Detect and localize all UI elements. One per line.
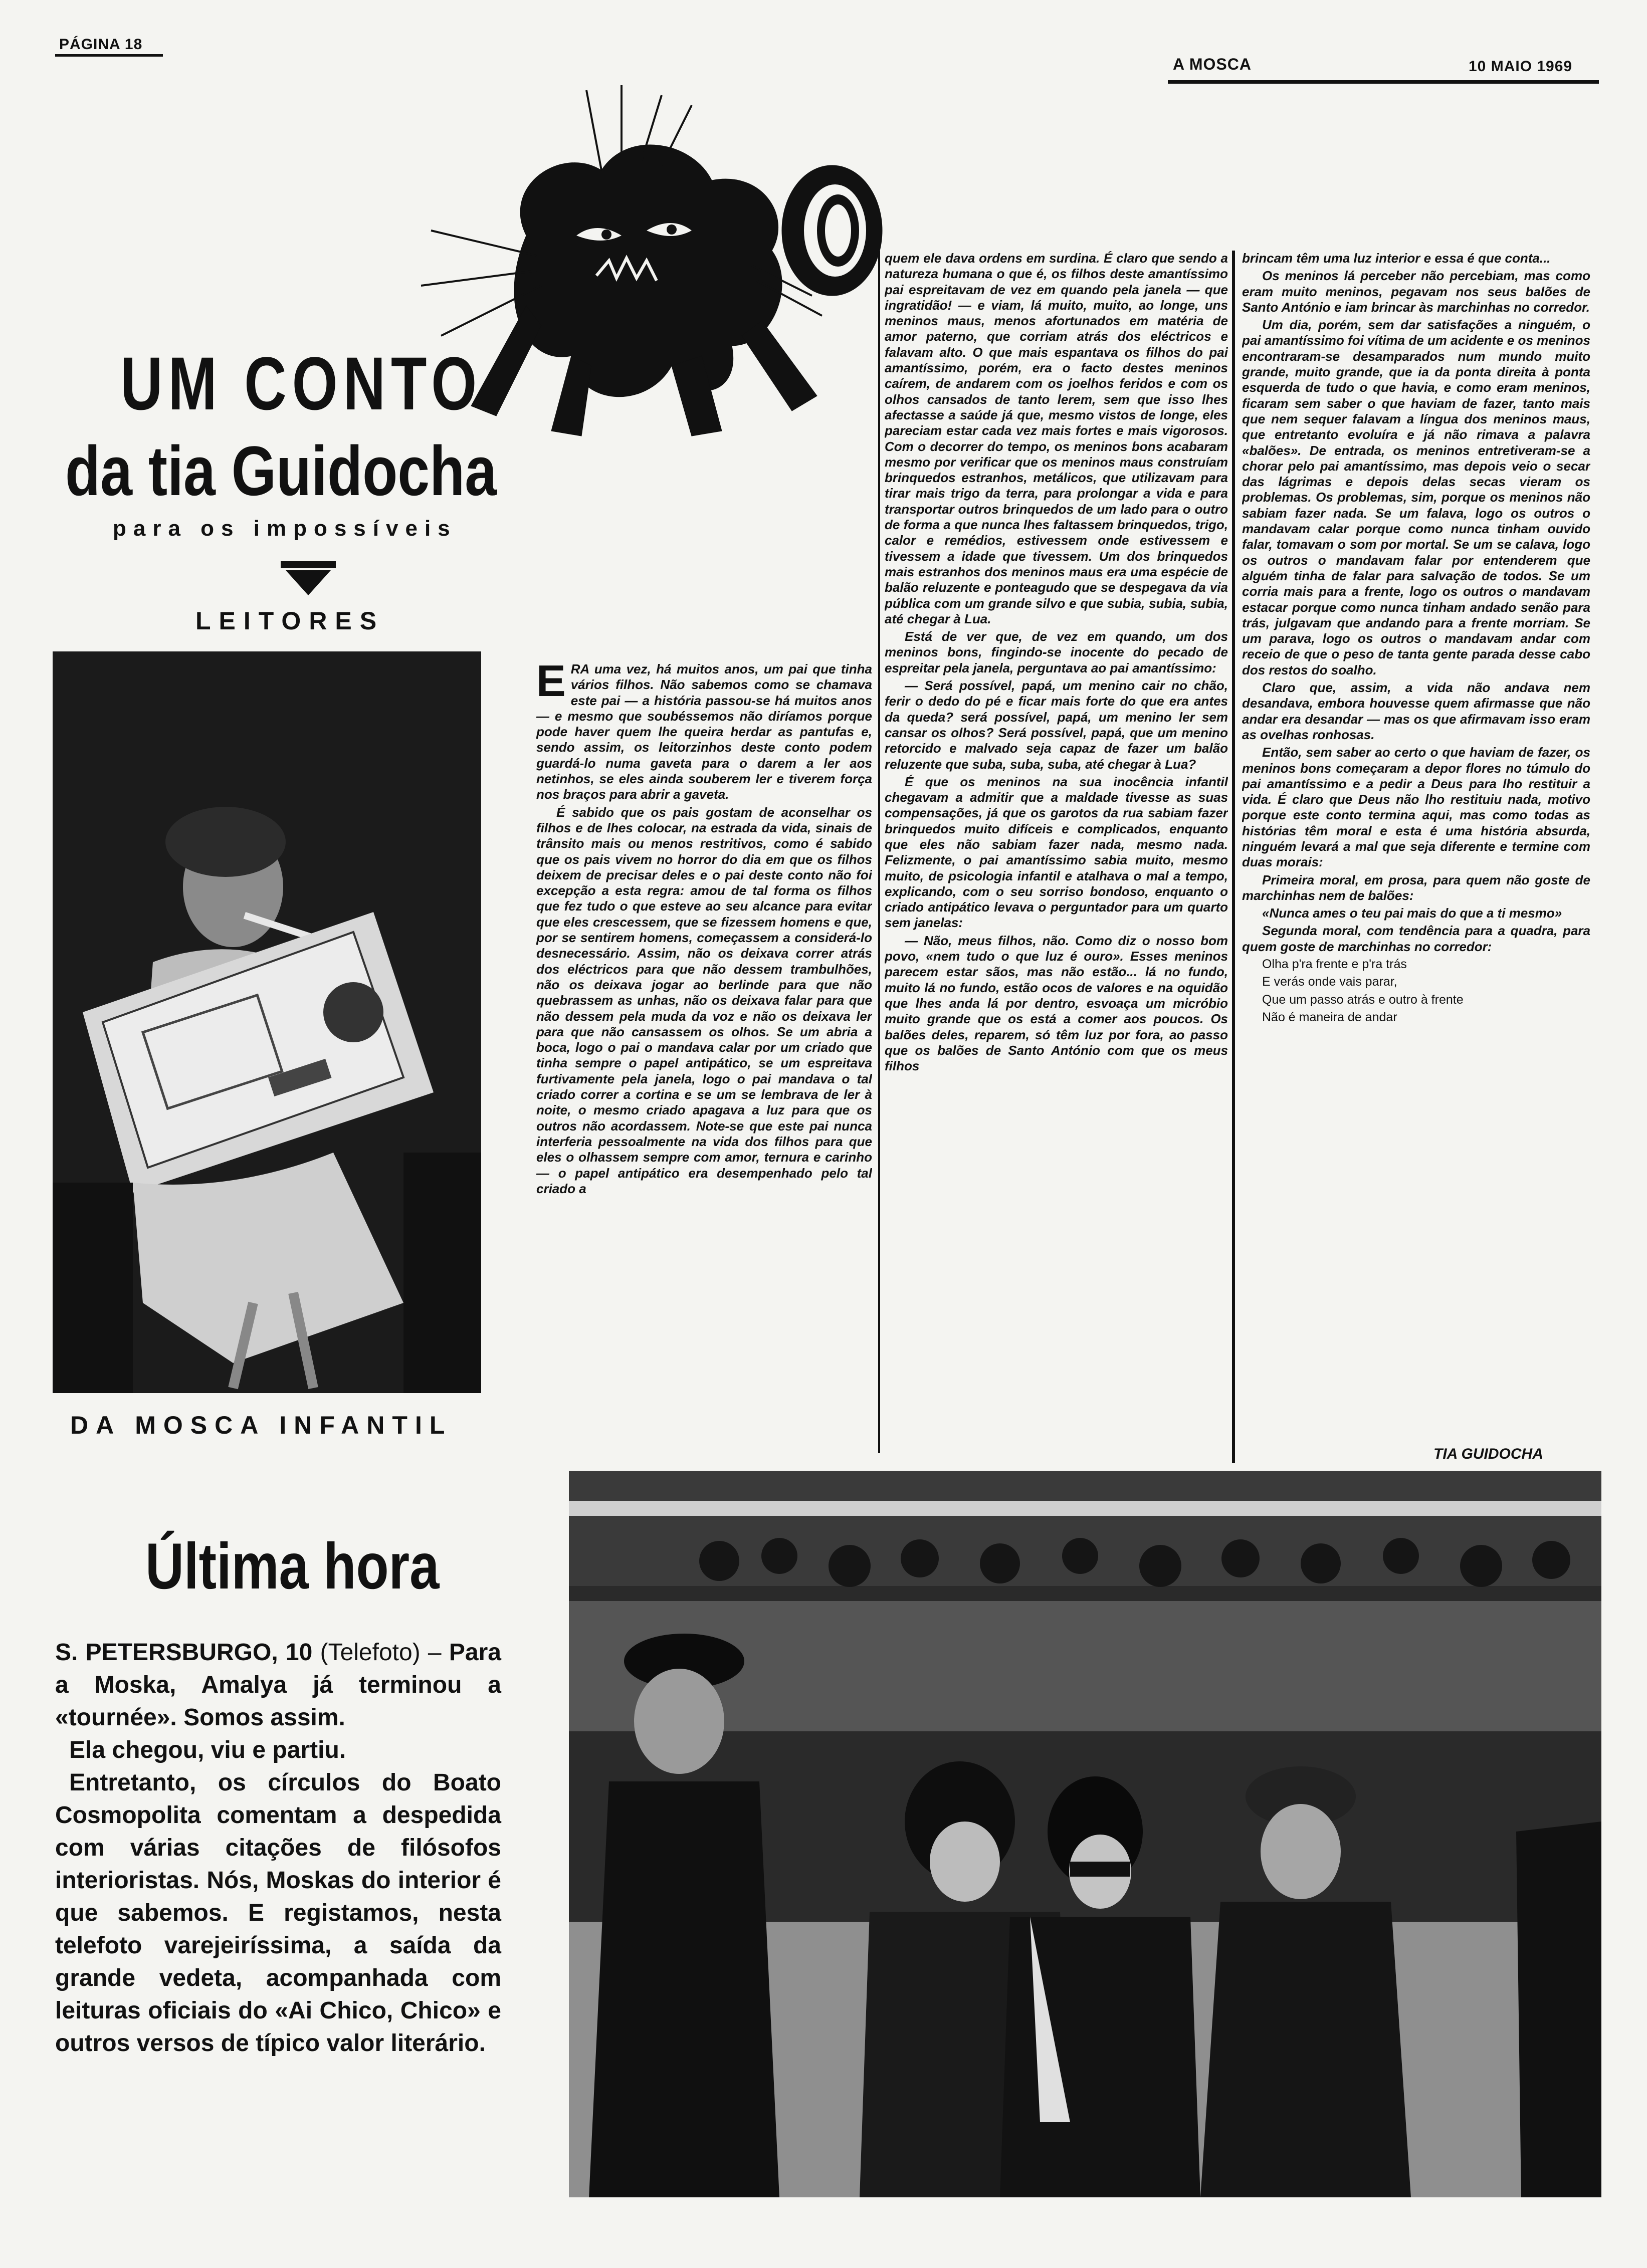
story-paragraph: Segunda moral, com tendência para a quadra, para quem goste de marchinhas no corredor: <box>1242 923 1590 954</box>
story-paragraph: Está de ver que, de vez em quando, um dos meninos bons, fingindo-se inocente do pecado de espreitar pela janela, perguntava ao pai amantíssimo: <box>885 629 1228 675</box>
poem-line: Que um passo atrás e outro à frente <box>1262 992 1464 1007</box>
poem-line: Não é maneira de andar <box>1262 1010 1397 1024</box>
header-rule-left <box>55 54 163 57</box>
poem-line: E verás onde vais parar, <box>1262 975 1397 989</box>
news-heading: Última hora <box>145 1529 440 1603</box>
story-column-3 <box>1242 251 1590 1418</box>
feature-title-line2: da tia Guidocha <box>65 431 497 510</box>
poem-line: Olha p'ra frente e p'ra trás <box>1262 957 1407 972</box>
publication-name: A MOSCA <box>1173 55 1252 73</box>
feature-title-line1: UM CONTO <box>120 341 483 425</box>
news-body <box>55 1636 501 2060</box>
story-paragraph: Um dia, porém, sem dar satisfações a ninguém, o pai amantíssimo foi vítima de um acidente e os meninos encontraram-se desamparados num mundo muito grande, muito grande, que ia da ponta direita à ponta esquerda de tudo o que havia, e como eram meninos, ficaram sem saber o que haviam de fazer, tanto mais que nem sequer falavam a língua dos meninos maus, que entretanto evoluíra e já não rimava a palavra «balões». De entrada, os meninos entretiveram-se a chorar pelo pai amantíssimo, mas depois veio o secar das lágrimas e depois delas secas vieram os problemas. Os problemas, sim, porque os meninos não sabiam fazer nada. Se um falava, logo os outros o mandavam calar porque como nunca tinham ouvido falar, tomavam o som por mortal. Se um se calava, logo os outros o mandavam falar por entenderem que alguém tinha de falar para salvação de todos. Se um corria mais para a frente, logo os outros o mandavam estacar porque como nunca tinham andado senão para trás, julgavam que andando para a frente morriam. Se um parava, logo os outros o mandavam andar com receio de que o peso de tanta gente parada desse cabo dos restos do soalho. <box>1242 317 1590 677</box>
news-paragraph: Ela chegou, viu e partiu. <box>69 1737 346 1763</box>
cat-illustration <box>411 85 892 466</box>
drop-cap: E <box>536 661 566 706</box>
story-paragraph: É sabido que os pais gostam de aconselhar os filhos e de lhes colocar, na estrada da vida, sinais de trânsito mais ou menos restritivos, como é sabido que os pais vivem no horror do dia em que os filhos deixem de precisar deles e o pai deste conto não foi excepção a esta regra: amou de tal forma os filhos que fez tudo o que esteve ao seu alcance para evitar que eles crescessem, que se fizessem homens e que, por se sentirem homens, começassem a considerá-lo desnecessário. Assim, não os deixava correr atrás dos eléctricos para que não dessem trambulhões, não os deixava jogar ao berlinde para que não quebrassem as unhas, não os deixava falar para que não dessem pela muda da voz e não os deixava ler para que não cansassem os olhos. Se um abria a boca, logo o pai o mandava calar por um criado que tinha sempre o papel antipático, se um espreitava furtivamente pela janela, logo o pai mandava o tal criado correr a cortina e se um se lembrava de ler à noite, o mesmo criado apagava a luz para que os outros não acordassem. Note-se que este pai nunca interferia pessoalmente na vida dos filhos para que eles o olhassem sempre com amor, ternura e carinho — o papel antipático era desempenhado pelo tal criado a <box>536 804 872 1196</box>
story-paragraph: brincam têm uma luz interior e essa é que conta... <box>1242 251 1551 266</box>
column-rule <box>878 251 880 1453</box>
photo-caption: DA MOSCA INFANTIL <box>70 1411 453 1439</box>
news-dateline: S. PETERSBURGO, 10 <box>55 1639 313 1666</box>
story-paragraph: RA uma vez, há muitos anos, um pai que tinha vários filhos. Não sabemos como se chamava este pai — a história passou-se há muitos anos — e mesmo que soubéssemos não diríamos porque pode haver quem lhe queira herdar as pantufas e, sendo assim, os leitorzinhos deste conto podem guardá-lo numa gaveta para o darem a ler aos netinhos, se eles ainda souberem ler e tiverem força nos braços para abrir a gaveta. <box>536 661 872 802</box>
story-column-2 <box>885 251 1228 1458</box>
page-number: PÁGINA 18 <box>59 36 143 53</box>
story-paragraph: Então, sem saber ao certo o que haviam de fazer, os meninos bons começaram a depor flores no túmulo do pai amantíssimo e a pedir a Deus para lho restituir a vida. É claro que Deus não lho restituiu nada, motivo porque este conto termina aqui, mas como todas as histórias têm moral e esta é uma história absurda, ninguém levará a mal que seja diferente e termine com duas morais: <box>1242 745 1590 870</box>
feature-photo <box>53 651 481 1393</box>
story-paragraph: quem ele dava ordens em surdina. É claro que sendo a natureza humana o que é, os filhos deste amantíssimo pai espreitavam de vez em quando pela janela — que ingratidão! — e viam, lá muito, muito, ao longe, uns meninos maus, menos afortunados em matéria de amor paterno, que corriam atrás dos eléctricos e falavam alto. O que mais espantava os filhos do pai amantíssimo, porém, era o facto destes meninos caírem, de andarem com os joelhos feridos e com os olhos cansados de tanto lerem, sem que isso lhes afectasse a saúde já que, mesmo vistos de longe, eles pareciam estar cada vez mais fortes e mais vigorosos. Com o decorrer do tempo, os meninos bons acabaram mesmo por verificar que os meninos maus construíam brinquedos estranhos, metálicos, que utilizavam para tirar mais trigo da terra, para prolongar a vida e para transportar outros brinquedos de um lado para o outro de forma a que nunca lhes faltassem brinquedos, trigo, calor e remédios, estivessem onde estivessem e tivessem a idade que tivessem. Um dos brinquedos mais estranhos dos meninos maus era uma espécie de balão reluzente e ponteagudo que se despegava da via pública com um grande silvo e que subia, subia, subia, até chegar à Lua. <box>885 251 1228 626</box>
story-paragraph: — Será possível, papá, um menino cair no chão, ferir o dedo do pé e ficar mais forte do que era antes da queda? será possível, papá, um menino ler sem cansar os olhos? Será possível, papá, que um menino retorcido e malvado seja capaz de fazer um balão reluzente que suba, suba, suba, até chegar à Lua? <box>885 678 1228 772</box>
arrow-down-icon <box>281 561 336 596</box>
story-paragraph: Primeira moral, em prosa, para quem não goste de marchinhas nem de balões: <box>1242 872 1590 903</box>
moral-poem <box>1242 957 1590 1025</box>
news-telephoto <box>569 1471 1601 2197</box>
feature-subtitle-readers: LEITORES <box>195 607 385 635</box>
story-paragraph: Claro que, assim, a vida não andava nem desandava, embora houvesse quem afirmasse que não andar era desandar — mas os que afirmavam isso eram as ovelhas ronhosas. <box>1242 680 1590 742</box>
story-column-1 <box>536 661 872 1458</box>
story-moral-quote: «Nunca ames o teu pai mais do que a ti mesmo» <box>1262 905 1562 921</box>
feature-subtitle: para os impossíveis <box>113 516 457 541</box>
news-dateline-tag: (Telefoto) – <box>320 1639 442 1666</box>
column-rule <box>1232 251 1235 1463</box>
issue-date: 10 MAIO 1969 <box>1469 58 1573 75</box>
story-signature: TIA GUIDOCHA <box>1433 1446 1543 1462</box>
story-paragraph: Os meninos lá perceber não percebiam, mas como eram muito meninos, pegavam nos seus balões de Santo António e iam brincar às marchinhas no corredor. <box>1242 268 1590 315</box>
news-paragraph: Para a Moska, Amalya já terminou a «tournée». Somos assim. <box>55 1639 501 1731</box>
news-paragraph: Entretanto, os círculos do Boato Cosmopolita comentam a despedida com várias citações de filósofos interioristas. Nós, Moskas do interior é que sabemos. E registamos, nesta telefoto varejeiríssima, a saída da grande vedeta, acompanhada com leituras oficiais do «Ai Chico, Chico» e outros versos de típico valor literário. <box>55 1769 501 2057</box>
story-paragraph: É que os meninos na sua inocência infantil chegavam a admitir que a maldade tivesse as suas compensações, já que os garotos da rua sabiam fazer brinquedos muito difíceis e complicados, enquanto que eles não sabiam fazer nada, mesmo nada. Felizmente, o pai amantíssimo sabia muito, mesmo muito, de psicologia infantil e atalhava o mal a tempo, explicando, com o seu sorriso bondoso, enquanto o criado antipático levava o perguntador para um quarto sem janelas: <box>885 774 1228 931</box>
header-rule-right <box>1168 80 1599 84</box>
story-paragraph: — Não, meus filhos, não. Como diz o nosso bom povo, «nem tudo o que luz é ouro». Esses meninos parecem estar sãos, mas não estão... lá no fundo, muito lá no fundo, estão ocos de valores e na oquidão que lhes anda lá por dentro, esvoaça um micróbio muito grande que os está a comer aos poucos. Os balões deles, reparem, só têm luz por fora, ao passo que os balões de Santo António com que os meus filhos <box>885 933 1228 1074</box>
